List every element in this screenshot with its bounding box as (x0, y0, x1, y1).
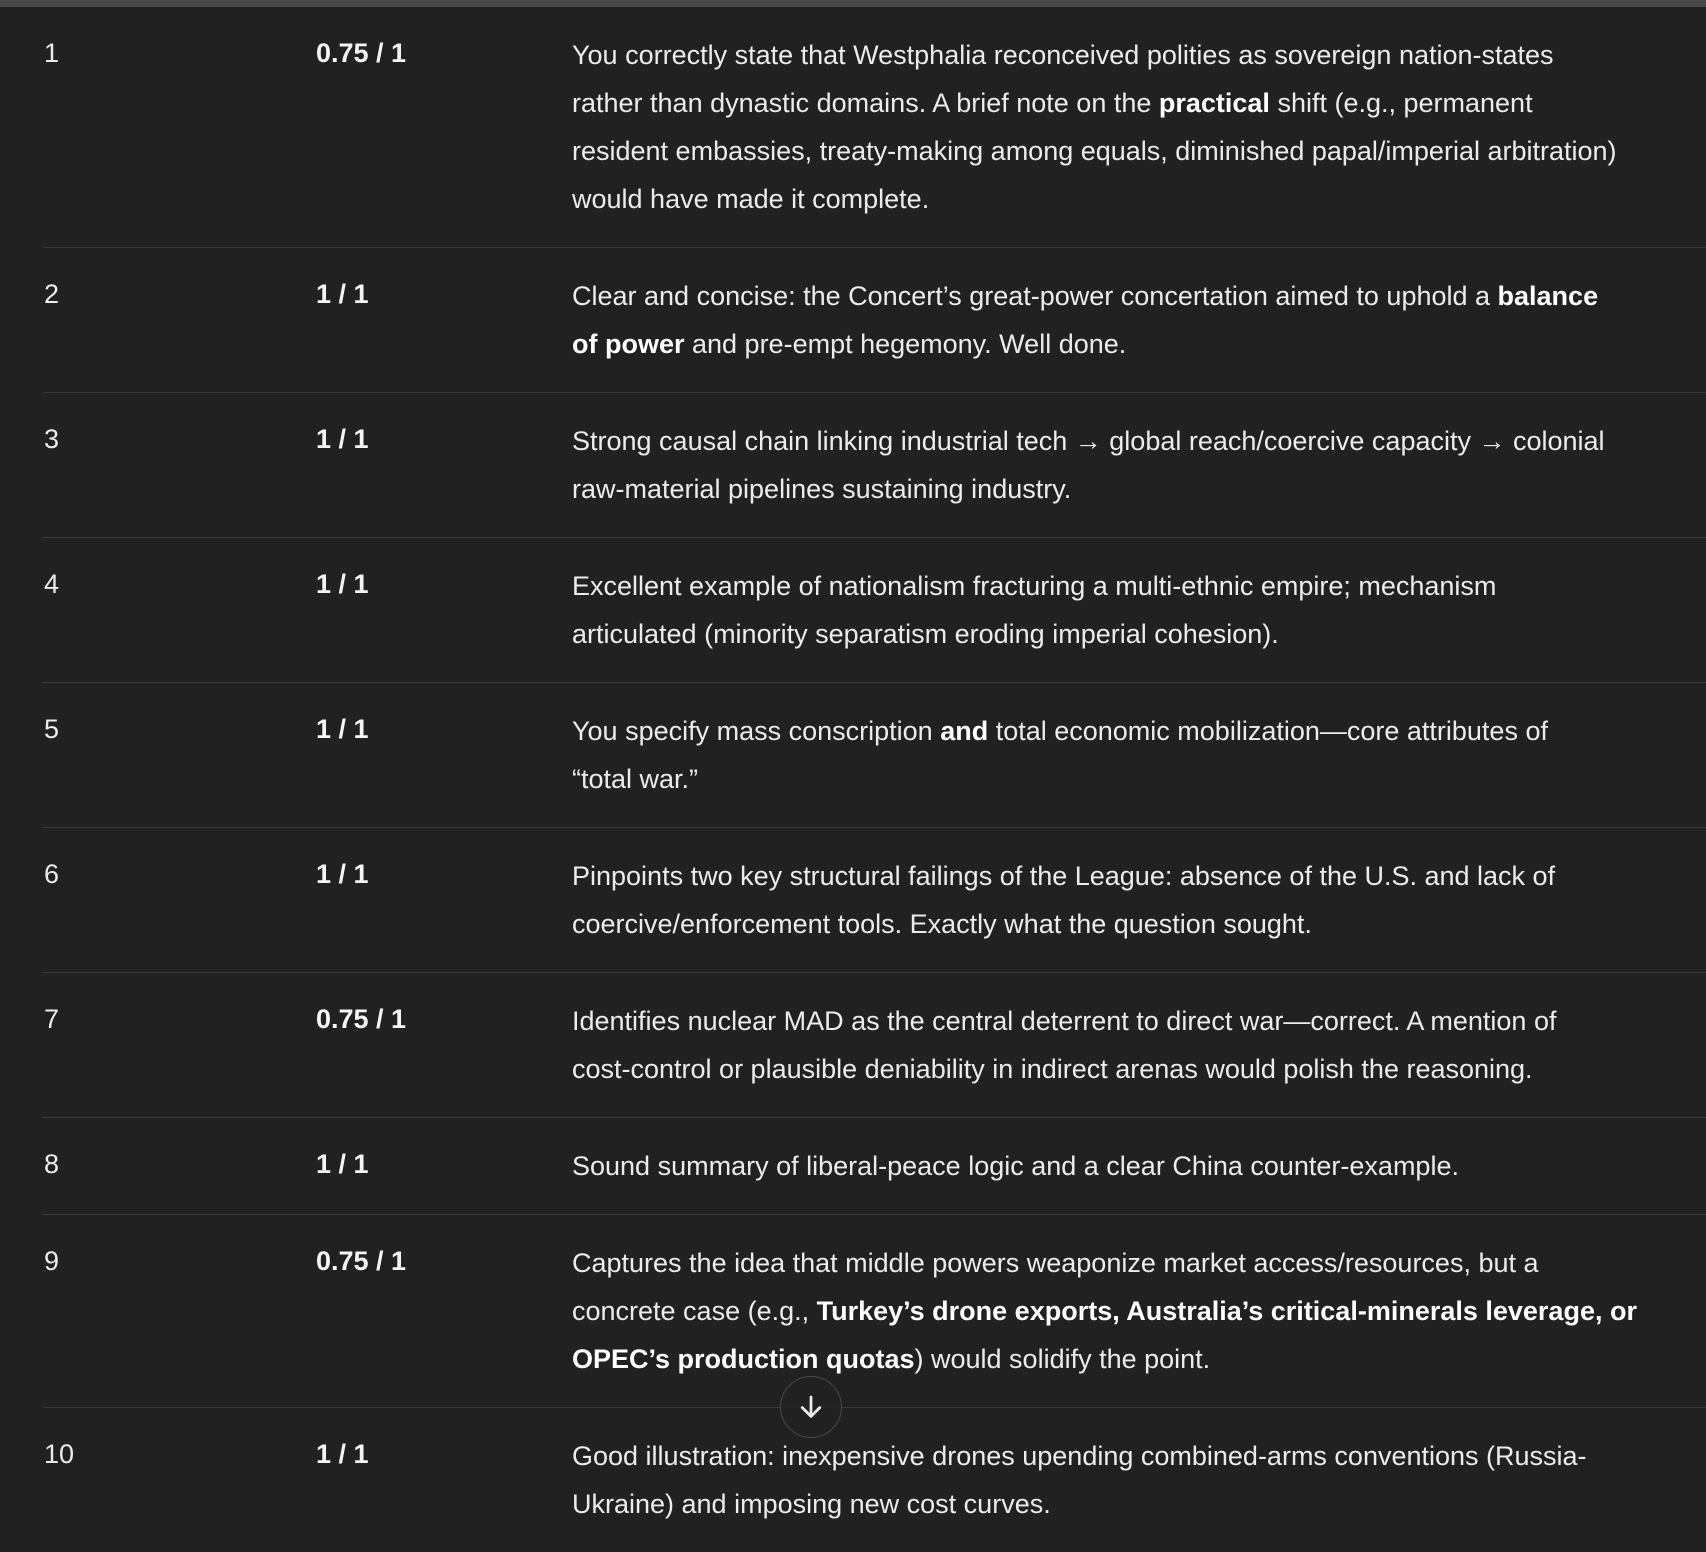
feedback-line (572, 755, 1706, 803)
score: 0.75 / 1 (316, 38, 407, 68)
table-row (43, 538, 1706, 683)
feedback-text: shift (e.g., permanent (1269, 88, 1533, 118)
feedback-text: Clear and concise: the Concert’s great-power concertation aimed to uphold a (572, 281, 1498, 311)
feedback-emphasis: Turkey’s drone exports, Australia’s critical-minerals leverage, or (816, 1296, 1637, 1326)
feedback (572, 7, 1706, 247)
question-number: 4 (44, 569, 60, 599)
feedback-text: concrete case (e.g., (572, 1296, 817, 1326)
score: 1 / 1 (316, 1149, 369, 1179)
feedback-line (572, 1142, 1706, 1190)
score: 1 / 1 (316, 424, 369, 454)
feedback-line (572, 562, 1706, 610)
feedback-text: You correctly state that Westphalia reconceived polities as sovereign nation-states (572, 40, 1554, 70)
question-number: 8 (44, 1149, 60, 1179)
feedback-text: would have made it complete. (572, 184, 930, 214)
feedback-line (572, 707, 1706, 755)
feedback-text: Identifies nuclear MAD as the central deterrent to direct war—correct. A mention of (572, 1006, 1557, 1036)
feedback (572, 1215, 1706, 1407)
table-row (43, 1215, 1706, 1408)
score: 1 / 1 (316, 859, 369, 889)
feedback-line (572, 997, 1706, 1045)
feedback (572, 1408, 1706, 1552)
score: 1 / 1 (316, 714, 369, 744)
score: 1 / 1 (316, 279, 369, 309)
feedback-line (572, 79, 1706, 127)
feedback-text: total economic mobilization—core attributes of (988, 716, 1548, 746)
table-row (43, 7, 1706, 248)
feedback-text: coercive/enforcement tools. Exactly what the question sought. (572, 909, 1312, 939)
table-row (43, 973, 1706, 1118)
question-number: 1 (44, 38, 60, 68)
score: 1 / 1 (316, 1439, 369, 1469)
question-number: 6 (44, 859, 60, 889)
feedback-line (572, 1239, 1706, 1287)
feedback-emphasis: OPEC’s production quotas (572, 1344, 915, 1374)
feedback-line (572, 1432, 1706, 1480)
feedback-line (572, 127, 1706, 175)
feedback (572, 683, 1706, 827)
feedback (572, 973, 1706, 1117)
feedback-text: Good illustration: inexpensive drones upending combined-arms conventions (Russia- (572, 1441, 1587, 1471)
table-row (43, 1408, 1706, 1552)
score: 1 / 1 (316, 569, 369, 599)
feedback (572, 248, 1706, 392)
feedback-text: Captures the idea that middle powers weaponize market access/resources, but a (572, 1248, 1539, 1278)
feedback-text: articulated (minority separatism eroding imperial cohesion). (572, 619, 1279, 649)
feedback-text: and pre-empt hegemony. Well done. (684, 329, 1127, 359)
feedback-line (572, 1287, 1706, 1335)
feedback (572, 538, 1706, 682)
feedback-text: Excellent example of nationalism fracturing a multi-ethnic empire; mechanism (572, 571, 1497, 601)
question-number: 2 (44, 279, 60, 309)
feedback-line (572, 852, 1706, 900)
feedback-emphasis: balance (1497, 281, 1599, 311)
feedback (572, 393, 1706, 537)
feedback-line (572, 610, 1706, 658)
table-row (43, 1118, 1706, 1215)
feedback-text: “total war.” (572, 764, 699, 794)
feedback-text: Ukraine) and imposing new cost curves. (572, 1489, 1051, 1519)
feedback-line (572, 31, 1706, 79)
feedback-text: Strong causal chain linking industrial tech → global reach/coercive capacity → colonial (572, 426, 1605, 456)
feedback-emphasis: of power (572, 329, 685, 359)
top-divider (0, 0, 1706, 7)
feedback-text: You specify mass conscription (572, 716, 941, 746)
question-number: 5 (44, 714, 60, 744)
feedback-text: rather than dynastic domains. A brief note on the (572, 88, 1159, 118)
feedback-text: cost-control or plausible deniability in indirect arenas would polish the reasoning. (572, 1054, 1533, 1084)
feedback-line (572, 417, 1706, 465)
table-row (43, 683, 1706, 828)
score: 0.75 / 1 (316, 1004, 407, 1034)
feedback-line (572, 272, 1706, 320)
question-number: 10 (44, 1439, 75, 1469)
feedback (572, 1118, 1706, 1214)
feedback-line (572, 175, 1706, 223)
feedback-line (572, 320, 1706, 368)
table-row (43, 248, 1706, 393)
feedback-text: Sound summary of liberal-peace logic and a clear China counter-example. (572, 1151, 1459, 1181)
scroll-to-bottom-button[interactable] (780, 1376, 842, 1438)
feedback-line (572, 1045, 1706, 1093)
feedback-emphasis: and (940, 716, 989, 746)
table-row (43, 828, 1706, 973)
feedback-line (572, 1335, 1706, 1383)
feedback-text: ) would solidify the point. (914, 1344, 1211, 1374)
feedback-line (572, 900, 1706, 948)
feedback-line (572, 465, 1706, 513)
question-number: 9 (44, 1246, 60, 1276)
question-number: 7 (44, 1004, 60, 1034)
question-number: 3 (44, 424, 60, 454)
feedback-emphasis: practical (1158, 88, 1270, 118)
arrow-down-icon (796, 1392, 826, 1422)
score: 0.75 / 1 (316, 1246, 407, 1276)
feedback (572, 828, 1706, 972)
grading-table (43, 7, 1706, 1552)
feedback-line (572, 1480, 1706, 1528)
table-row (43, 393, 1706, 538)
feedback-text: resident embassies, treaty-making among equals, diminished papal/imperial arbitration) (572, 136, 1617, 166)
feedback-text: Pinpoints two key structural failings of the League: absence of the U.S. and lack of (572, 861, 1556, 891)
feedback-text: raw-material pipelines sustaining industry. (572, 474, 1072, 504)
